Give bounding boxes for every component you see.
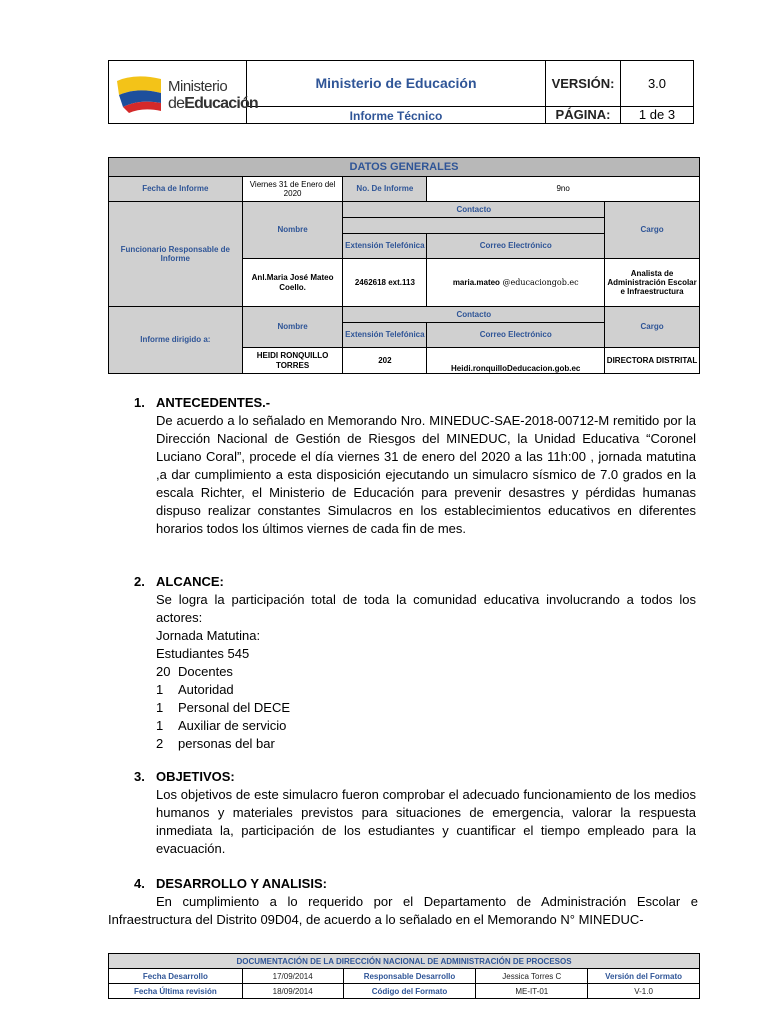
report-date-label: Fecha de Informe: [109, 177, 243, 202]
document-footer: [108, 953, 700, 999]
logo-cell: [109, 61, 258, 124]
item-count: 20: [156, 664, 171, 679]
footer-format-version-label: Versión del Formato: [588, 969, 700, 984]
report-number-label: No. De Informe: [343, 177, 427, 202]
footer-title: DOCUMENTACIÓN DE LA DIRECCIÓN NACIONAL DE ADMINISTRACIÓN DE PROCESOS: [109, 954, 700, 969]
section-paragraph: De acuerdo a lo señalado en Memorando Nro. MINEDUC-SAE-2018-00712-M remitido por la Dirección Nacional de Gestión de Riesgos del MINEDUC, la Unidad Educativa “Coronel Luciano Coral”, procede el día viernes 31 de enero del 2020 a las 11h:00 , jornada matutina ,a dar cumplimiento a esta disposición ejecutando un simulacro sísmico de 7.0 grados en la escala Richter, el Ministerio de Educación para prevenir desastres y pérdidas humanas dispuso realizar constantes Simulacros en los establecimientos educativos en diferentes horarios todos los últimos viernes de cada fin de mes.: [156, 413, 696, 536]
footer-responsible: Jessica Torres C: [476, 969, 588, 984]
section-paragraph: En cumplimiento a lo requerido por el Departamento de Administración Escolar e Infraestructura del Distrito 09D04, de acuerdo a lo señalado en el Memorando N° MINEDUC-: [108, 894, 698, 927]
logo-text-line2: Educación: [184, 95, 258, 112]
addressee-email: Heidi.ronquilloDeducacion.gob.ec: [427, 348, 605, 374]
official-position: Analista de Administración Escolar e Infraestructura: [605, 259, 700, 307]
official-email: [427, 259, 605, 307]
official-name-label: Nombre: [242, 202, 343, 259]
section-antecedentes: [134, 394, 696, 538]
section-alcance: [134, 573, 696, 753]
version-label: VERSIÓN:: [546, 61, 621, 107]
logo-text-line1: Ministerio: [168, 78, 228, 95]
logo-text-prefix: de: [168, 95, 185, 112]
official-label: Funcionario Responsable de Informe: [109, 202, 243, 307]
section-heading: [134, 394, 696, 412]
official-email-label: Correo Electrónico: [427, 234, 605, 259]
list-item: [156, 699, 696, 717]
contact-blank: [343, 218, 605, 234]
section-heading: [134, 768, 696, 786]
flag-emblem-icon: [115, 73, 167, 115]
ministry-logo: [109, 61, 258, 123]
section-title: DESARROLLO Y ANALISIS:: [156, 876, 327, 891]
section-number: 1.: [134, 395, 145, 410]
official-name: Anl.Maria José Mateo Coello.: [242, 259, 343, 307]
addressee-contact-label: Contacto: [343, 307, 605, 323]
addressed-to-label: Informe dirigido a:: [109, 307, 243, 374]
item-label: Auxiliar de servicio: [178, 718, 287, 733]
general-data-title: DATOS GENERALES: [109, 158, 700, 177]
general-data-table: [108, 157, 700, 374]
version-value: 3.0: [621, 61, 694, 107]
footer-dev-date: 17/09/2014: [242, 969, 343, 984]
footer-format-code: ME-IT-01: [476, 984, 588, 999]
item-count: 1: [156, 718, 164, 733]
footer-responsible-label: Responsable Desarrollo: [343, 969, 476, 984]
footer-revision-date-label: Fecha Última revisión: [109, 984, 243, 999]
students-count: Estudiantes 545: [156, 646, 250, 661]
list-item: [156, 663, 696, 681]
addressee-position-label: Cargo: [605, 307, 700, 348]
shift-label: Jornada Matutina:: [156, 628, 261, 643]
list-item: [156, 681, 696, 699]
footer-revision-date: 18/09/2014: [242, 984, 343, 999]
section-desarrollo: [108, 875, 698, 929]
section-title: ANTECEDENTES.-: [156, 395, 271, 410]
footer-format-version: V-1.0: [588, 984, 700, 999]
addressee-email-label: Correo Electrónico: [427, 323, 605, 348]
list-item: [156, 717, 696, 735]
item-count: 1: [156, 682, 164, 697]
page-label: PÁGINA:: [546, 106, 621, 123]
report-date-value: Viernes 31 de Enero del 2020: [242, 177, 343, 202]
section-number: 2.: [134, 574, 145, 589]
item-label: Personal del DECE: [178, 700, 290, 715]
addressee-name: HEIDI RONQUILLO TORRES: [242, 348, 343, 374]
official-email-user: maria.mateo: [452, 277, 500, 287]
section-title: ALCANCE:: [156, 574, 224, 589]
addressee-name-label: Nombre: [242, 307, 343, 348]
addressee-extension-label: Extensión Telefónica: [343, 323, 427, 348]
official-email-domain: @educaciongob.ec: [499, 277, 579, 287]
item-label: Docentes: [178, 664, 233, 679]
addressee-position: DIRECTORA DISTRITAL: [605, 348, 700, 374]
item-count: 2: [156, 736, 164, 751]
official-extension-label: Extensión Telefónica: [343, 234, 427, 259]
official-extension: 2462618 ext.113: [343, 259, 427, 307]
section-paragraph: Los objetivos de este simulacro fueron comprobar el adecuado funcionamiento de los medios humanos y materiales previstos para situaciones de emergencia, valorar la respuesta inmediata la, participación de los estudiantes y cuantificar el tiempo empleado para la evacuación.: [156, 787, 696, 856]
item-label: personas del bar: [178, 736, 275, 751]
official-position-label: Cargo: [605, 202, 700, 259]
section-heading: [134, 875, 696, 893]
section-number: 3.: [134, 769, 145, 784]
section-paragraph: Se logra la participación total de toda la comunidad educativa involucrando a todos los actores:: [156, 592, 696, 625]
document-subtitle: Informe Técnico: [247, 106, 546, 123]
report-number-value: 9no: [427, 177, 700, 202]
section-objetivos: [134, 768, 696, 858]
item-count: 1: [156, 700, 164, 715]
page-value: 1 de 3: [621, 106, 694, 123]
section-number: 4.: [134, 876, 145, 891]
addressee-extension: 202: [343, 348, 427, 374]
section-heading: [134, 573, 696, 591]
document-title: Ministerio de Educación: [247, 61, 546, 107]
section-title: OBJETIVOS:: [156, 769, 235, 784]
list-item: [156, 735, 696, 753]
document-header: [108, 60, 694, 124]
footer-format-code-label: Código del Formato: [343, 984, 476, 999]
official-contact-label: Contacto: [343, 202, 605, 218]
footer-dev-date-label: Fecha Desarrollo: [109, 969, 243, 984]
item-label: Autoridad: [178, 682, 234, 697]
